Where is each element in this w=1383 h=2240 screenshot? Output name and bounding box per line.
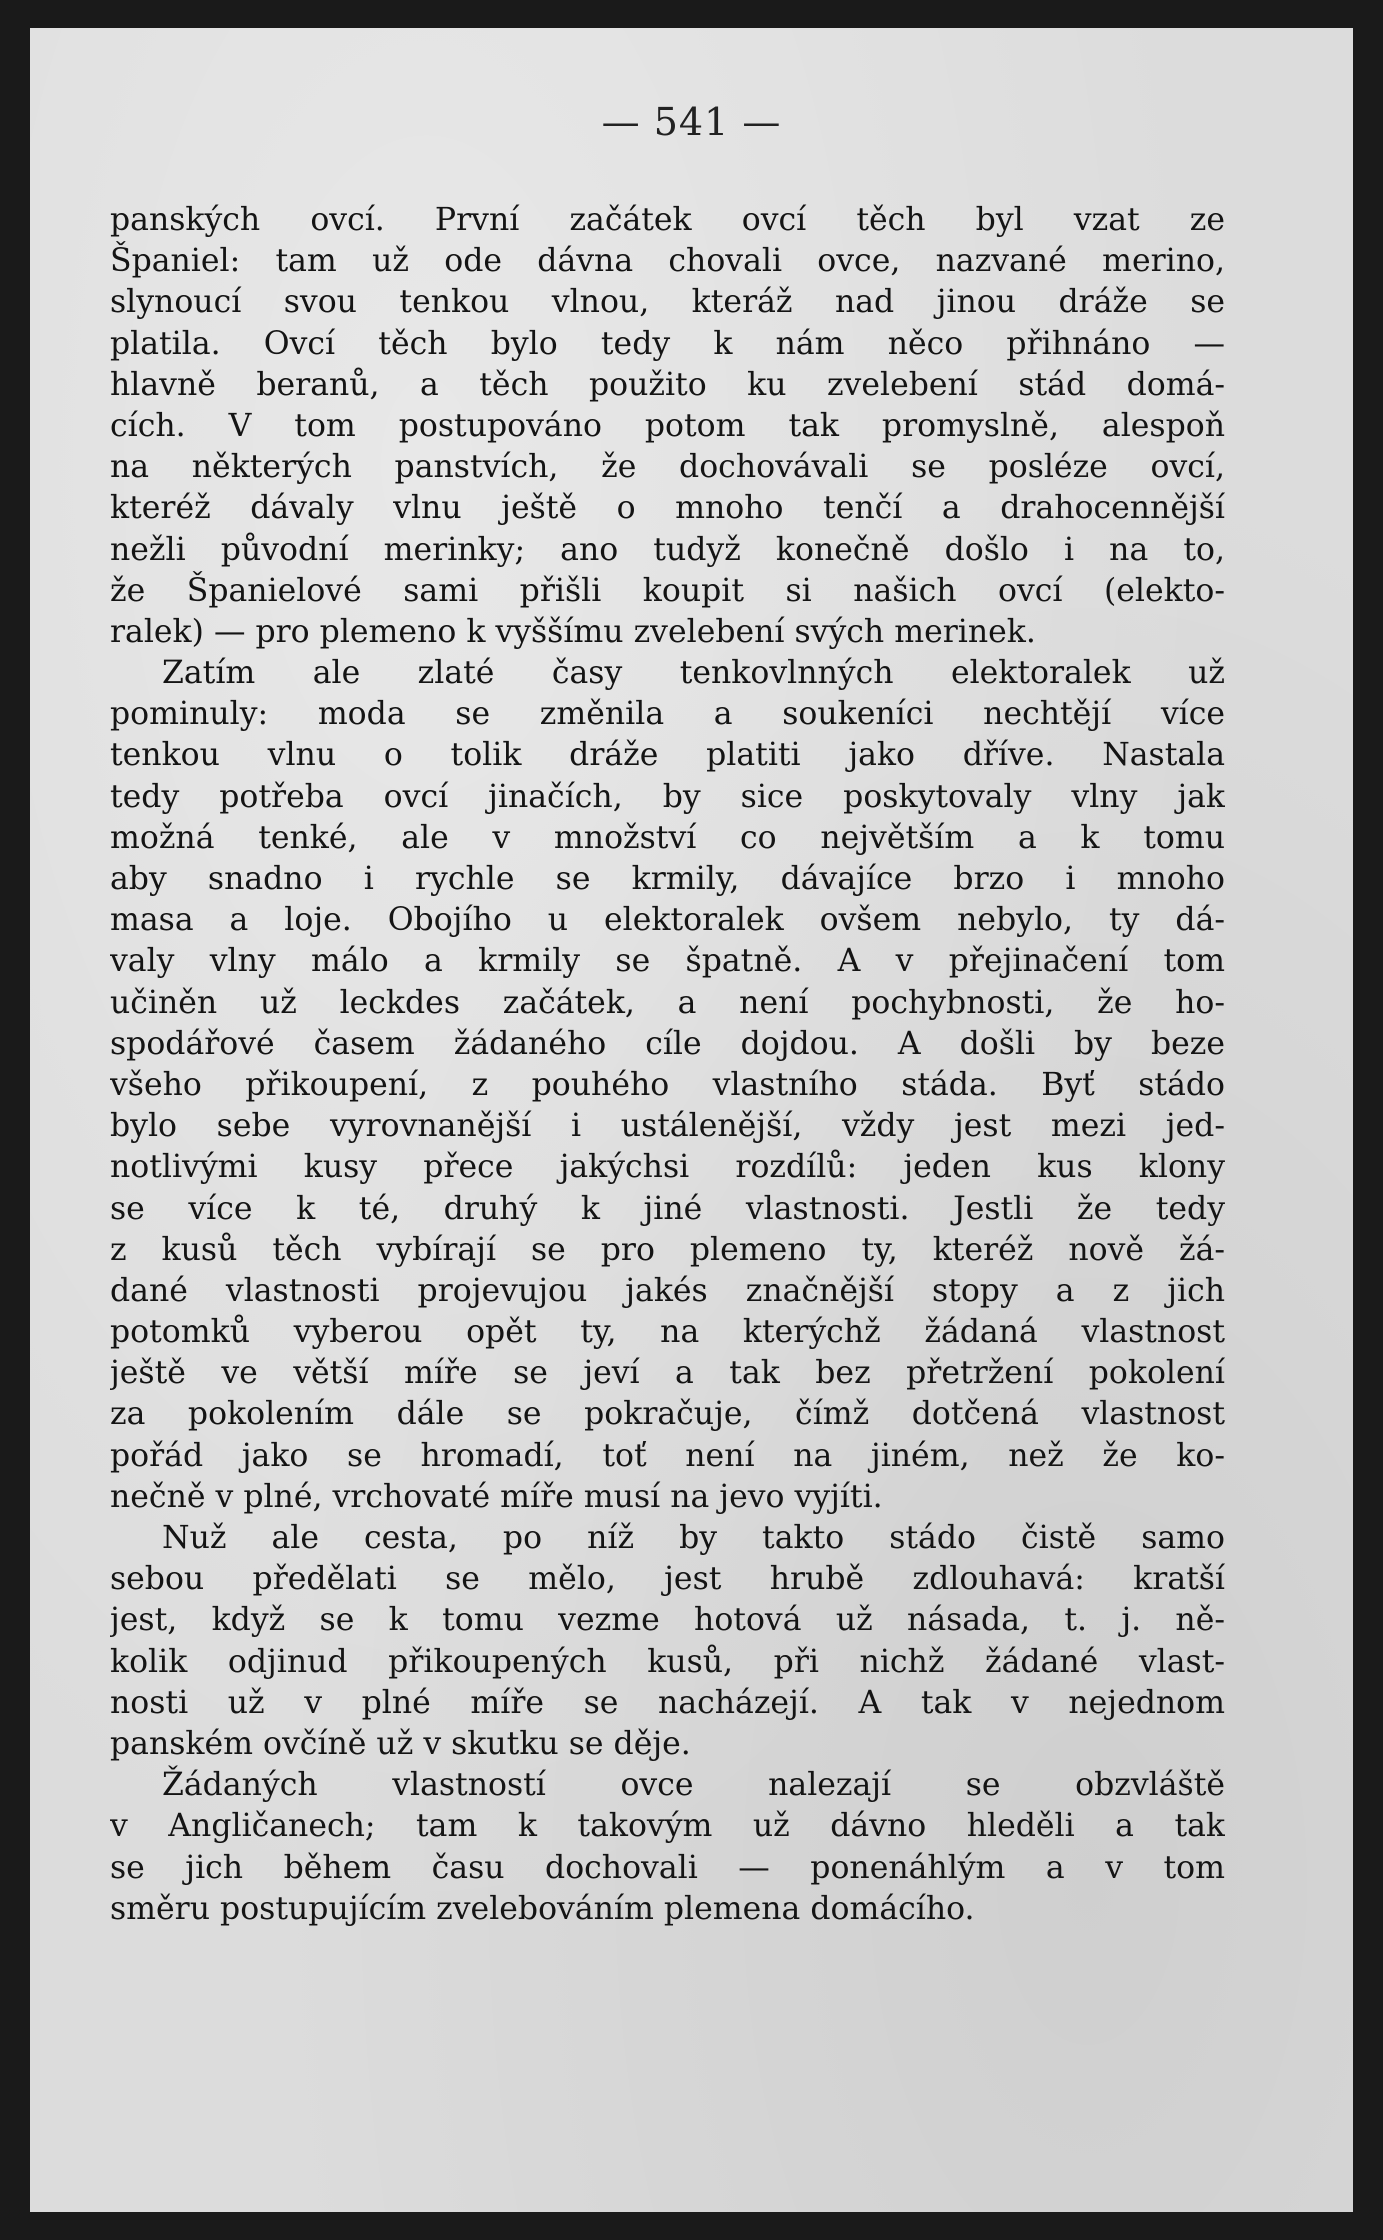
- text-line: notlivými kusy přece jakýchsi rozdílů: jeden kus klony: [110, 1149, 1225, 1186]
- text-line: sebou předělati se mělo, jest hrubě zdlouhavá: kratší: [110, 1561, 1225, 1598]
- text-line: směru postupujícím zvelebováním plemena domácího.: [110, 1890, 975, 1927]
- text-line: bylo sebe vyrovnanější i ustálenější, vždy jest mezi jed-: [110, 1108, 1225, 1145]
- page-number: — 541 —: [601, 100, 782, 144]
- text-line: panském ovčíně už v skutku se děje.: [110, 1725, 691, 1762]
- text-line: na některých panstvích, že dochovávali se posléze ovcí,: [110, 449, 1225, 486]
- text-line: jest, když se k tomu vezme hotová už násada, t. j. ně-: [110, 1602, 1225, 1639]
- page-body: [110, 200, 1225, 1930]
- text-line: masa a loje. Obojího u elektoralek ovšem nebylo, ty dá-: [110, 902, 1225, 939]
- text-line: všeho přikoupení, z pouhého vlastního stáda. Byť stádo: [110, 1066, 1225, 1103]
- text-line: kteréž dávaly vlnu ještě o mnoho tenčí a drahocennější: [110, 490, 1225, 527]
- text-line: hlavně beranů, a těch použito ku zvelebení stád domá-: [110, 366, 1225, 403]
- text-line: za pokolením dále se pokračuje, čímž dotčená vlastnost: [110, 1396, 1225, 1433]
- text-line: Žádaných vlastností ovce nalezají se obzvláště: [162, 1767, 1225, 1804]
- book-page: [30, 28, 1353, 2212]
- text-line: slynoucí svou tenkou vlnou, kteráž nad jinou dráže se: [110, 284, 1225, 321]
- text-line: v Angličanech; tam k takovým už dávno hleděli a tak: [110, 1808, 1225, 1845]
- text-line: Zatím ale zlaté časy tenkovlnných elektoralek už: [162, 655, 1225, 692]
- text-line: ralek) — pro plemeno k vyššímu zvelebení svých merinek.: [110, 613, 1036, 650]
- text-line: Nuž ale cesta, po níž by takto stádo čistě samo: [162, 1520, 1225, 1556]
- text-line: Španiel: tam už ode dávna chovali ovce, nazvané merino,: [110, 243, 1225, 280]
- text-line: se více k té, druhý k jiné vlastnosti. Jestli že tedy: [110, 1190, 1225, 1227]
- text-line: aby snadno i rychle se krmily, dávajíce brzo i mnoho: [110, 861, 1225, 897]
- text-line: potomků vyberou opět ty, na kterýchž žádaná vlastnost: [110, 1314, 1225, 1351]
- text-line: platila. Ovcí těch bylo tedy k nám něco přihnáno —: [110, 325, 1225, 362]
- text-line: kolik odjinud přikoupených kusů, při nichž žádané vlast-: [110, 1643, 1225, 1680]
- text-line: pořád jako se hromadí, toť není na jiném, než že ko-: [110, 1437, 1225, 1474]
- text-line: tedy potřeba ovcí jinačích, by sice poskytovaly vlny jak: [110, 778, 1225, 815]
- text-line: nečně v plné, vrchovaté míře musí na jevo vyjíti.: [110, 1478, 883, 1515]
- text-line: spodářové časem žádaného cíle dojdou. A došli by beze: [110, 1025, 1225, 1062]
- text-line: pominuly: moda se změnila a soukeníci nechtějí více: [110, 696, 1225, 733]
- text-line: tenkou vlnu o tolik dráže platiti jako dříve. Nastala: [110, 737, 1225, 774]
- text-line: valy vlny málo a krmily se špatně. A v přejinačení tom: [110, 943, 1225, 980]
- text-line: ještě ve větší míře se jeví a tak bez přetržení pokolení: [110, 1355, 1225, 1392]
- text-line: dané vlastnosti projevujou jakés značnější stopy a z jich: [110, 1272, 1225, 1309]
- text-line: z kusů těch vybírají se pro plemeno ty, kteréž nově žá-: [110, 1231, 1225, 1268]
- text-line: se jich během času dochovali — ponenáhlým a v tom: [110, 1849, 1225, 1886]
- text-line: nosti už v plné míře se nacházejí. A tak v nejednom: [110, 1684, 1225, 1721]
- text-line: cích. V tom postupováno potom tak promyslně, alespoň: [110, 407, 1225, 444]
- text-line: učiněn už leckdes začátek, a není pochybnosti, že ho-: [110, 984, 1225, 1021]
- text-line: panských ovcí. První začátek ovcí těch byl vzat ze: [110, 202, 1225, 238]
- text-line: možná tenké, ale v množství co největším a k tomu: [110, 819, 1225, 856]
- text-line: nežli původní merinky; ano tudyž konečně došlo i na to,: [110, 531, 1225, 568]
- text-line: že Španielové sami přišli koupit si našich ovcí (elekto-: [110, 572, 1225, 609]
